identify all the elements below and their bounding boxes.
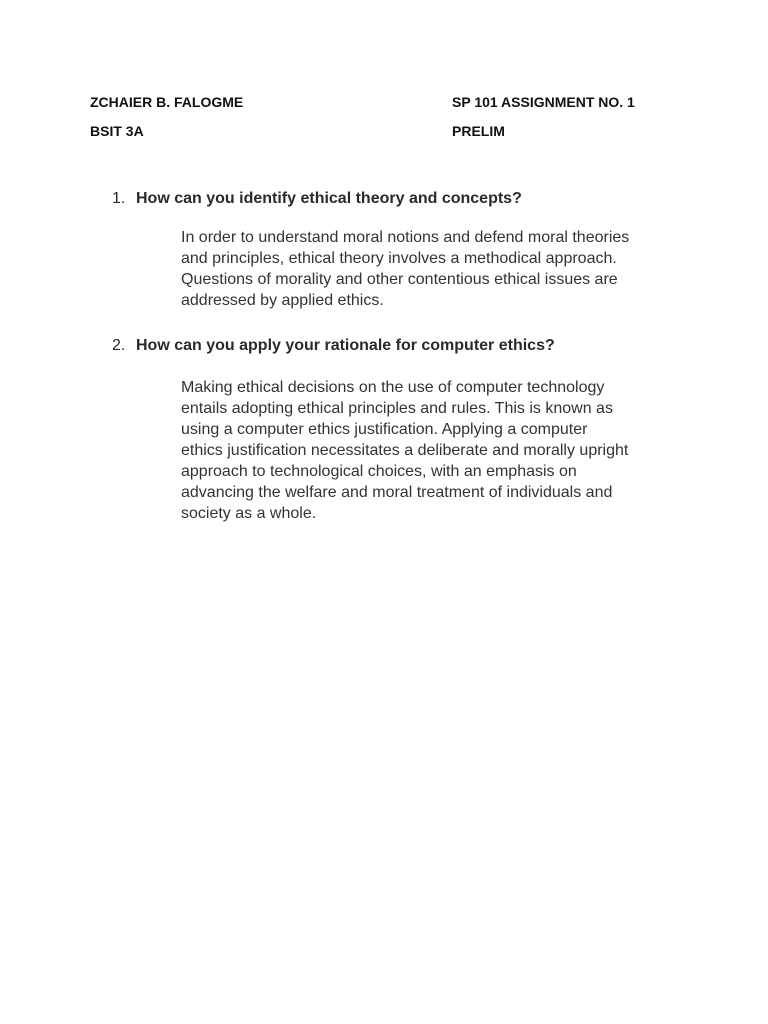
answer-2-line: ethics justification necessitates a deliberate and morally upright [181,442,629,459]
answer-2-line: society as a whole. [181,505,317,522]
question-1-text: How can you identify ethical theory and concepts? [136,190,522,207]
answer-1-line: addressed by applied ethics. [181,292,384,309]
assignment-term: PRELIM [452,123,505,139]
answer-2-line: entails adopting ethical principles and rules. This is known as [181,400,613,417]
answer-1 [181,227,681,311]
question-2-text: How can you apply your rationale for computer ethics? [136,337,555,354]
student-name: ZCHAIER B. FALOGME [90,94,244,110]
header-row-1 [0,92,768,112]
answer-2-line: approach to technological choices, with an emphasis on [181,463,577,480]
question-1-number: 1. [112,190,126,207]
question-1 [112,187,712,211]
answer-1-line: Questions of morality and other contentious ethical issues are [181,271,618,288]
question-2-number: 2. [112,337,126,354]
answer-2-line: advancing the welfare and moral treatment of individuals and [181,484,613,501]
question-2 [112,334,712,358]
answer-2-line: using a computer ethics justification. Applying a computer [181,421,588,438]
header-row-2 [0,121,768,141]
answer-1-line: and principles, ethical theory involves a methodical approach. [181,250,617,267]
course-assignment: SP 101 ASSIGNMENT NO. 1 [452,94,635,110]
answer-2 [181,377,681,524]
answer-1-line: In order to understand moral notions and defend moral theories [181,229,630,246]
student-section: BSIT 3A [90,123,144,139]
answer-2-line: Making ethical decisions on the use of computer technology [181,379,605,396]
